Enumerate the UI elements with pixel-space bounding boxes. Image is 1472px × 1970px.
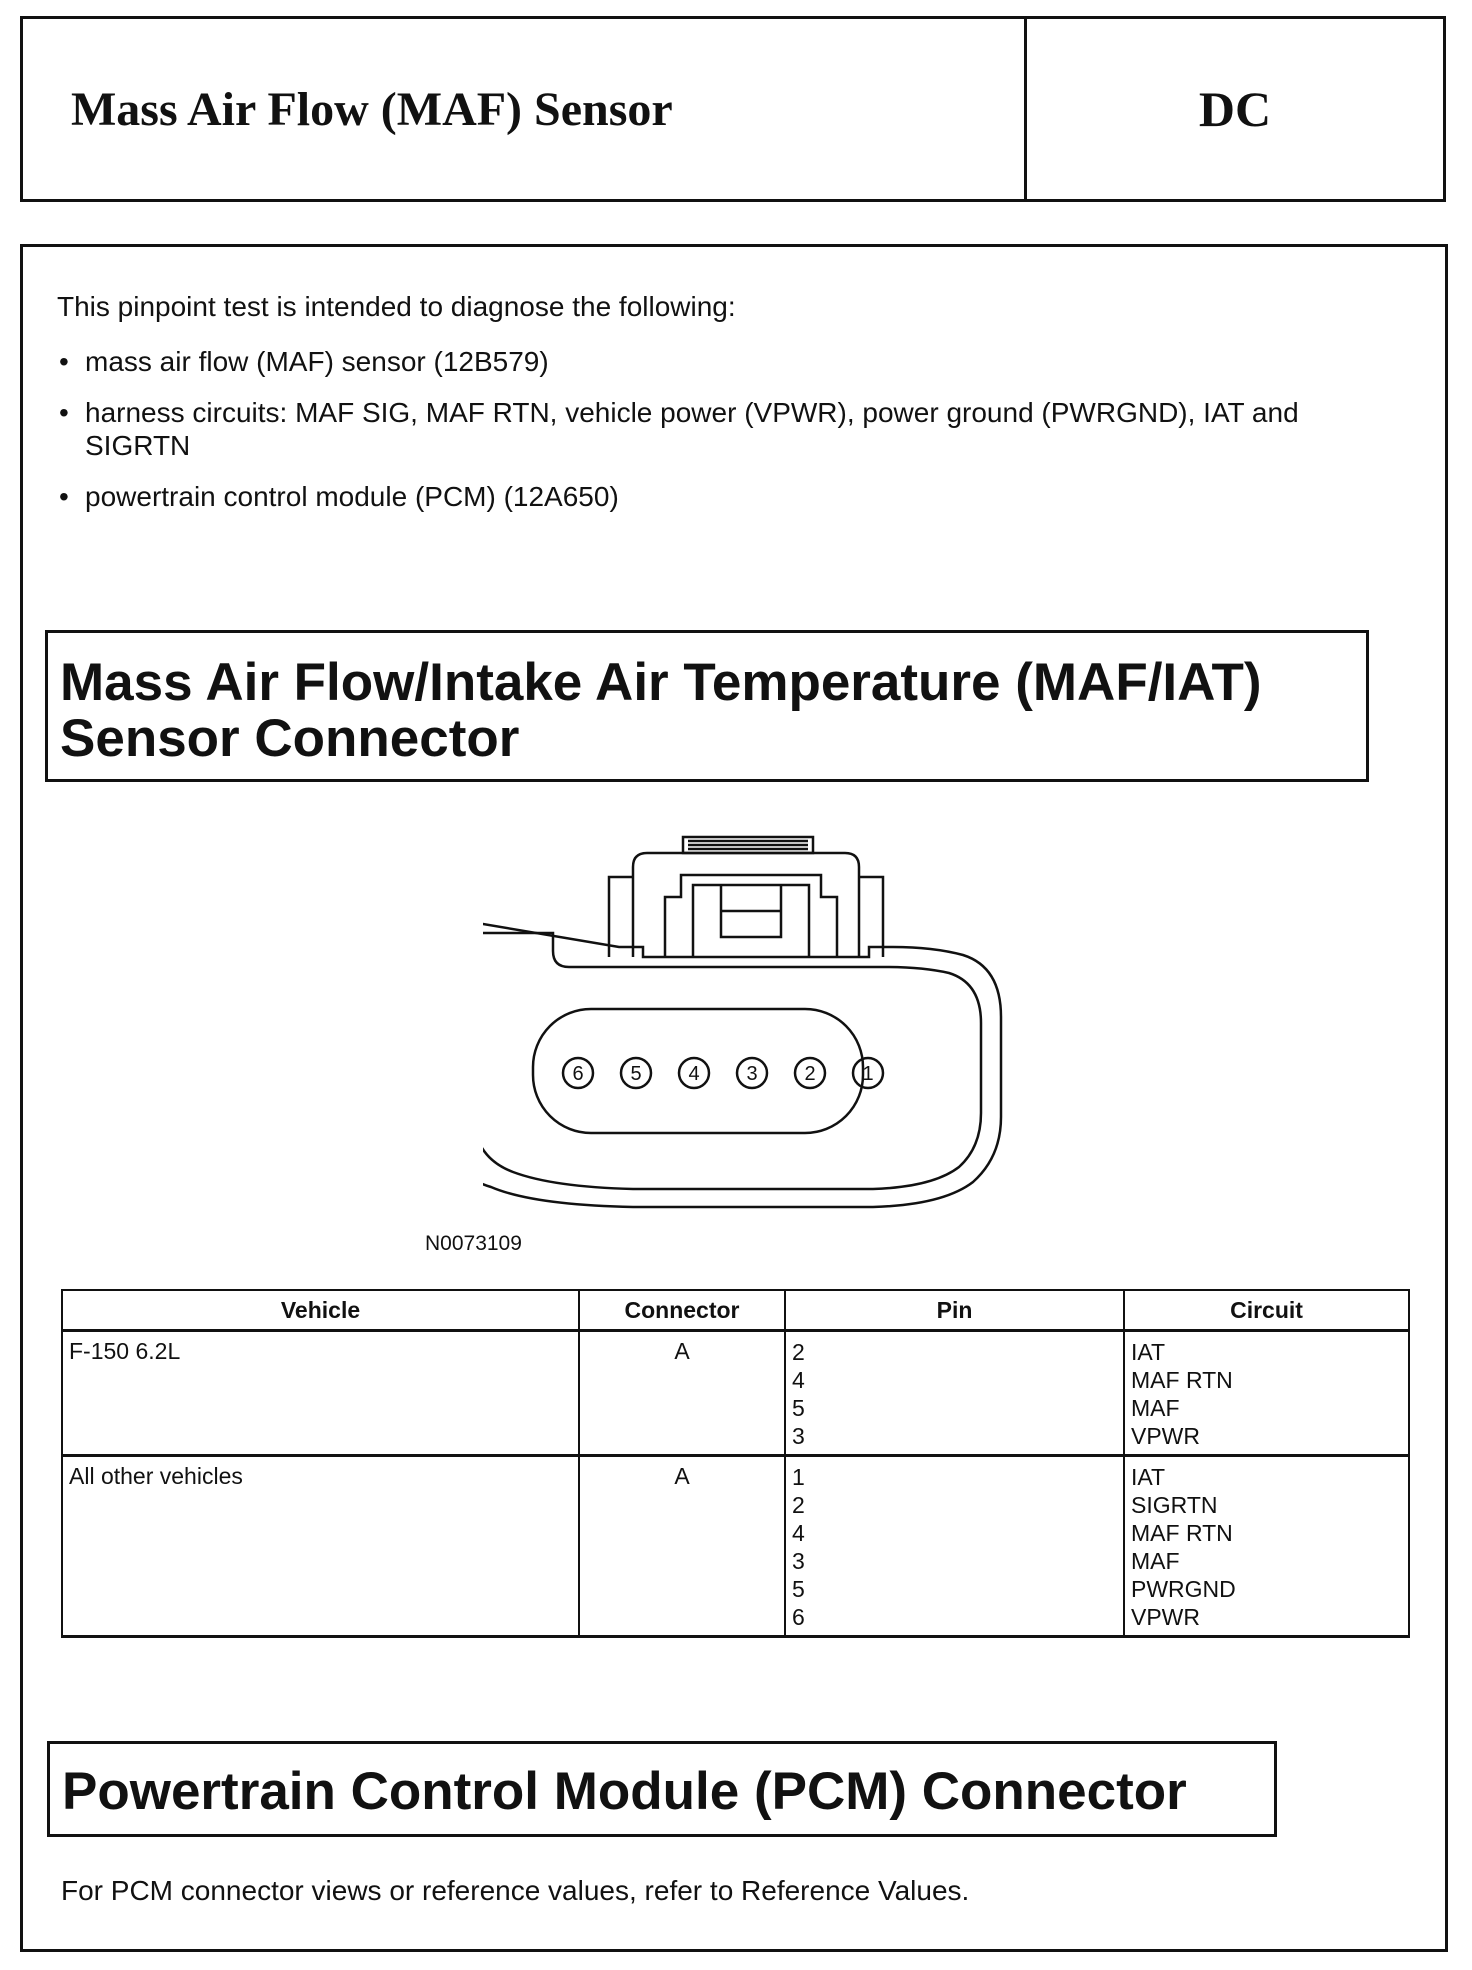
pin-value: 4 <box>792 1367 805 1393</box>
pin-6-label: 6 <box>572 1063 584 1085</box>
column-header-vehicle: Vehicle <box>62 1290 579 1331</box>
connector-cell: A <box>579 1456 785 1637</box>
connector-section-heading: Mass Air Flow/Intake Air Temperature (MAF/IAT) Sensor Connector <box>45 630 1369 782</box>
main-content-box <box>20 244 1448 1952</box>
pin-value: 1 <box>792 1464 805 1490</box>
pin-4-label: 4 <box>688 1063 700 1085</box>
table-row <box>62 1331 1409 1456</box>
circuit-value: IAT <box>1131 1464 1166 1490</box>
circuit-value: VPWR <box>1131 1604 1200 1630</box>
pin-value: 4 <box>792 1520 805 1546</box>
table-header-row <box>62 1290 1409 1331</box>
pin-cell <box>785 1456 1124 1637</box>
pin-value: 3 <box>792 1548 805 1574</box>
vehicle-cell: All other vehicles <box>62 1456 579 1637</box>
section-code: DC <box>1198 81 1272 137</box>
circuit-value: PWRGND <box>1131 1576 1236 1602</box>
connector-upper-housing <box>633 853 859 957</box>
intro-text: This pinpoint test is intended to diagnose the following: <box>57 291 736 322</box>
figure-id: N0073109 <box>425 1232 522 1255</box>
list-item: • powertrain control module (PCM) (12A650) <box>57 480 1397 513</box>
pcm-section-heading: Powertrain Control Module (PCM) Connector <box>47 1741 1277 1837</box>
maf-iat-connector-diagram <box>483 827 1043 1227</box>
list-item: • harness circuits: MAF SIG, MAF RTN, vehicle power (VPWR), power ground (PWRGND), IAT and SIGRTN <box>57 396 1397 462</box>
circuit-value: MAF RTN <box>1131 1367 1233 1393</box>
column-header-pin: Pin <box>785 1290 1124 1331</box>
column-header-circuit: Circuit <box>1124 1290 1409 1331</box>
vehicle-cell: F-150 6.2L <box>62 1331 579 1456</box>
list-item: • mass air flow (MAF) sensor (12B579) <box>57 345 1397 378</box>
pin-value: 3 <box>792 1423 805 1449</box>
pin-value: 5 <box>792 1395 805 1421</box>
circuit-value: VPWR <box>1131 1423 1200 1449</box>
circuit-value: IAT <box>1131 1339 1166 1365</box>
circuit-value: MAF <box>1131 1395 1180 1421</box>
connector-cell: A <box>579 1331 785 1456</box>
pin-value: 6 <box>792 1604 805 1630</box>
column-header-connector: Connector <box>579 1290 785 1331</box>
pin-cell <box>785 1331 1124 1456</box>
pin-2-label: 2 <box>804 1063 816 1085</box>
header-box <box>20 16 1446 202</box>
pin-circuit-table <box>61 1289 1410 1638</box>
pcm-reference-note: For PCM connector views or reference values, refer to Reference Values. <box>61 1875 970 1906</box>
circuit-value: MAF <box>1131 1548 1180 1574</box>
pin-5-label: 5 <box>630 1063 642 1085</box>
page-title: Mass Air Flow (MAF) Sensor <box>23 19 1027 199</box>
pin-3-label: 3 <box>746 1063 758 1085</box>
circuit-value: SIGRTN <box>1131 1492 1218 1518</box>
pin-value: 2 <box>792 1339 805 1365</box>
circuit-cell <box>1124 1456 1409 1637</box>
pin-value: 2 <box>792 1492 805 1518</box>
table-row <box>62 1456 1409 1637</box>
circuit-cell <box>1124 1331 1409 1456</box>
circuit-value: MAF RTN <box>1131 1520 1233 1546</box>
pin-1-label: 1 <box>862 1063 874 1085</box>
pin-value: 5 <box>792 1576 805 1602</box>
diagnose-list <box>57 345 1397 531</box>
